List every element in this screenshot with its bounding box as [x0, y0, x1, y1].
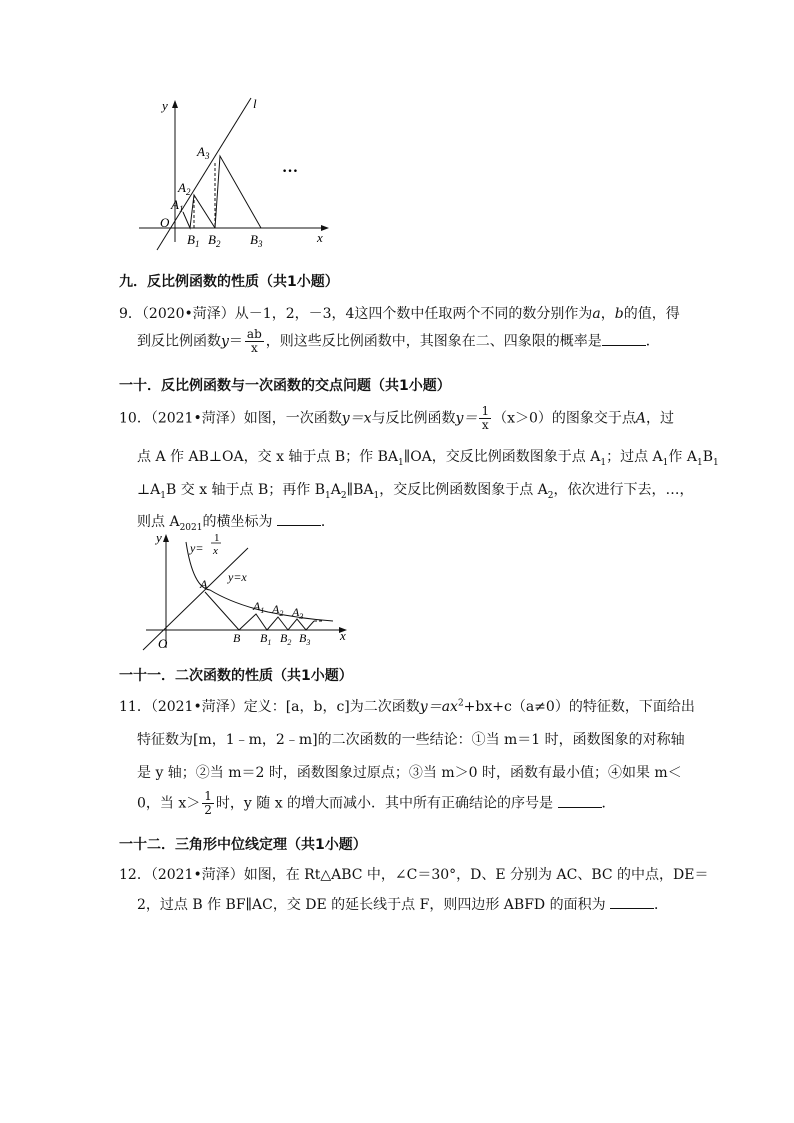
figure-1 — [135, 92, 335, 252]
q12-line-1: 12．（2021•菏泽）如图，在 Rt△ABC 中，∠C＝30°，D、E 分别为 AC、BC 的中点，DE＝ — [119, 867, 709, 883]
answer-blank — [277, 513, 321, 526]
fraction-1-x: $\frac{1}{x}$ — [481, 404, 490, 432]
q10-line-4: 则点 $A_{2021}$的横坐标为 ． — [137, 514, 335, 533]
triangle-3 — [215, 156, 261, 228]
a1-label: $A_1$ — [171, 197, 184, 214]
l-label: l — [253, 96, 257, 111]
a-label: A — [200, 577, 208, 591]
b3-label: $B_3$ — [299, 631, 311, 647]
fraction-ab-x: $\frac{ab}{x}$ — [246, 327, 262, 355]
x-label: x — [340, 628, 346, 643]
line-eq: y=x — [228, 570, 247, 584]
q11-line-4: 0，当 x＞ $\frac{1}{2}$ 时，y 随 x 的增大而减小．其中所有正确结论的序号是 ． — [137, 789, 616, 817]
q9-line-2: 到反比例函数y＝ $\frac{ab}{x}$ ，则这些反比例函数中，其图象在二、四象限的概率是 ． — [137, 327, 660, 355]
y-label: y — [162, 98, 168, 113]
section-9-heading: 九．反比例函数的性质（共1小题） — [119, 274, 339, 290]
line-l — [157, 98, 251, 250]
q11-line-3: 是 y 轴；②当 m＝2 时，函数图象过原点；③当 m＞0 时，函数有最小值；④如果 m＜ — [137, 765, 682, 781]
a3-label: $A_3$ — [197, 144, 210, 161]
origin-label: O — [160, 215, 170, 230]
y-arrow — [163, 534, 169, 542]
b1-label: $B_1$ — [260, 631, 272, 647]
b2-label: $B_2$ — [208, 232, 221, 249]
section-12-heading: 一十二．三角形中位线定理（共1小题） — [119, 837, 367, 853]
fraction-1-2: $\frac{1}{2}$ — [204, 789, 212, 817]
section-11-heading: 一十一．二次函数的性质（共1小题） — [119, 668, 353, 684]
y-label: y — [156, 530, 162, 545]
q11-line-1: 11．（2021•菏泽）定义：[a，b，c]为二次函数$y=ax^2+bx+c(a\ne 0)$的特征数，下面给出 — [119, 698, 695, 715]
q12-line-2: 2，过点 B 作 BF∥AC，交 DE 的延长线于点 F，则四边形 ABFD 的面积为 ． — [137, 897, 669, 913]
a3-label: $A_3$ — [292, 605, 304, 621]
answer-blank — [558, 795, 602, 808]
q10-line-1: 10．（2021•菏泽）如图，一次函数y＝x与反比例函数y＝ $\frac{1}{x}$ （x＞0）的图象交于点A，过 — [119, 404, 675, 432]
hyperbola-den: x — [213, 545, 218, 557]
answer-blank — [602, 333, 646, 346]
section-10-heading: 一十．反比例函数与一次函数的交点问题（共1小题） — [119, 378, 451, 394]
q10-line-2: 点 A 作 AB⊥OA，交 x 轴于点 B；作 $BA_1\parallel OA$，交反比例函数图象于点 $A_1$；过点 $A_1$作 $A_1B_1$ — [137, 449, 719, 468]
hyperbola-num: 1 — [214, 532, 220, 544]
q9-line-1: 9．（2020•菏泽）从－1，2，－3，4这四个数中任取两个不同的数分别作为a，b的值，得 — [119, 306, 680, 322]
ellipsis: … — [282, 159, 298, 176]
y-arrow — [172, 100, 178, 108]
b2-label: $B_2$ — [280, 631, 292, 647]
q10-line-3: $\perp A_1B$ 交 x 轴于点 B；再作 $B_1A_2\parallel BA_1$，交反比例函数图象于点 $A_2$，依次进行下去，…， — [137, 482, 694, 501]
a2-label: $A_2$ — [178, 180, 191, 197]
q11-line-2: 特征数为[m，1﹣m，2﹣m]的二次函数的一些结论：①当 m＝1 时，函数图象的对称轴 — [137, 732, 685, 748]
hyperbola-eq: y= — [190, 541, 204, 555]
answer-blank — [610, 896, 654, 909]
b3-label: $B_3$ — [250, 232, 263, 249]
x-label: x — [317, 230, 323, 245]
origin-label: O — [158, 636, 168, 651]
a2-label: $A_2$ — [272, 602, 284, 618]
figure-2 — [138, 528, 353, 653]
b1-label: $B_1$ — [187, 232, 200, 249]
a1-label: $A_1$ — [253, 599, 265, 615]
b-label: B — [233, 631, 241, 645]
